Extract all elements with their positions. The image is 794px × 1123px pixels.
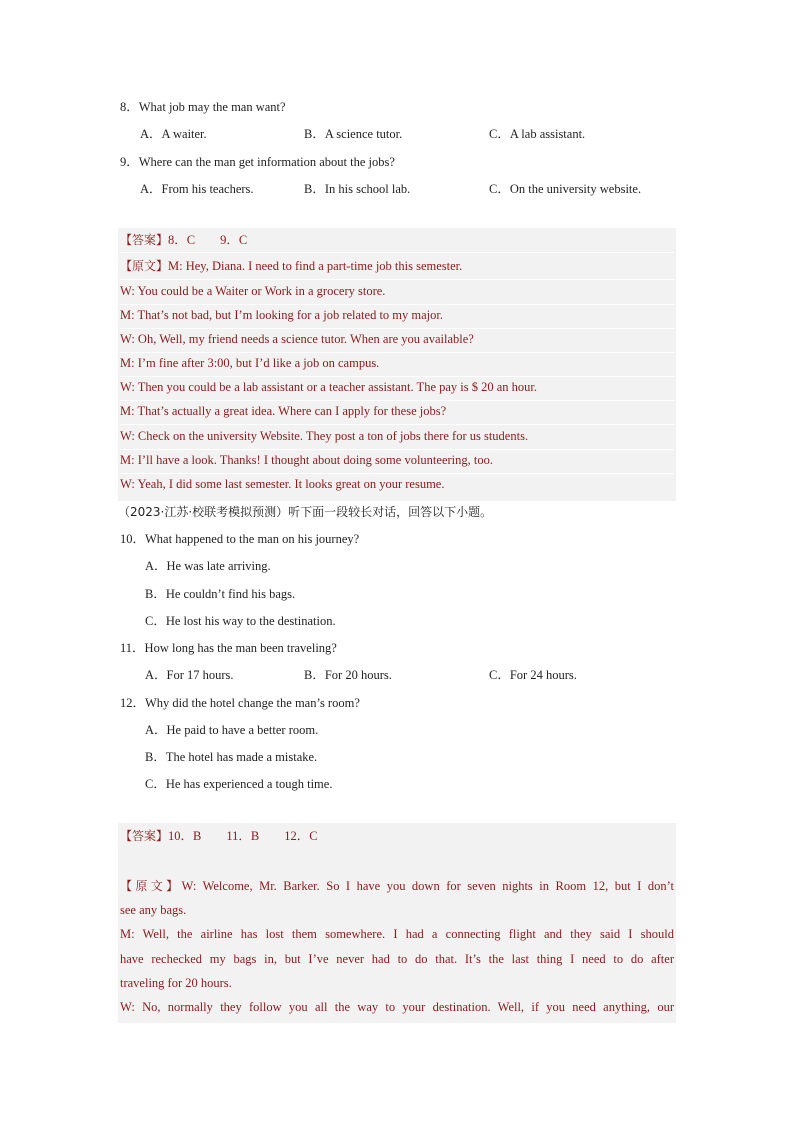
question-10-option-c: C．He lost his way to the destination. (145, 614, 336, 628)
transcript-a-line: M: That’s actually a great idea. Where can I apply for these jobs? (120, 404, 674, 425)
transcript-a-line-text: M: Hey, Diana. I need to find a part-time job this semester. (168, 259, 463, 273)
answer-b-tag: 【答案】 (120, 829, 169, 843)
transcript-b-line: traveling for 20 hours. (120, 976, 232, 990)
question-12-option-a: A．He paid to have a better room. (145, 723, 319, 737)
transcript-a-line: M: That’s not bad, but I’m looking for a job related to my major. (120, 308, 674, 329)
question-12-option-c: C．He has experienced a tough time. (145, 777, 333, 791)
question-9-stem: 9．Where can the man get information about the jobs? (120, 155, 395, 169)
transcript-a-line: W: Check on the university Website. They post a ton of jobs there for us students. (120, 429, 674, 450)
transcript-a-line: M: I’m fine after 3:00, but I’d like a job on campus. (120, 356, 674, 377)
question-11-option-b: B．For 20 hours. (304, 668, 392, 682)
section-intro: （2023·江苏·校联考模拟预测）听下面一段较长对话，回答以下小题。 (118, 505, 493, 519)
transcript-a-line: W: Yeah, I did some last semester. It looks great on your resume. (120, 477, 445, 491)
question-8-option-c: C．A lab assistant. (489, 127, 586, 141)
transcript-a-line: W: Oh, Well, my friend needs a science tutor. When are you available? (120, 332, 674, 353)
question-9-option-c: C．On the university website. (489, 182, 642, 196)
transcript-b-line: W: No, normally they follow you all the way to your destination. Well, if you need anything, our (120, 1000, 674, 1014)
question-11-option-c: C．For 24 hours. (489, 668, 577, 682)
answer-a-tag: 【答案】 (120, 233, 169, 247)
transcript-a-tag: 【原文】 (120, 259, 169, 273)
answer-b (120, 826, 674, 848)
question-8-stem: 8．What job may the man want? (120, 100, 286, 114)
question-11-option-a: A．For 17 hours. (145, 668, 234, 682)
transcript-b-line: see any bags. (120, 903, 187, 917)
question-12-option-b: B．The hotel has made a mistake. (145, 750, 318, 764)
transcript-a-line: W: Then you could be a lab assistant or a teacher assistant. The pay is $ 20 an hour. (120, 380, 674, 401)
transcript-b-line: M: Well, the airline has lost them somewhere. I had a connecting flight and they said I should (120, 927, 674, 941)
question-9-option-a: A．From his teachers. (140, 182, 254, 196)
question-12-stem: 12．Why did the hotel change the man’s room? (120, 696, 360, 710)
question-8-option-b: B．A science tutor. (304, 127, 403, 141)
question-11-stem: 11．How long has the man been traveling? (120, 641, 337, 655)
answer-a-text: 8．C 9．C (168, 233, 248, 247)
transcript-a-line: M: I’ll have a look. Thanks! I thought about doing some volunteering, too. (120, 453, 674, 474)
question-8-option-a: A．A waiter. (140, 127, 207, 141)
question-9-option-b: B．In his school lab. (304, 182, 411, 196)
transcript-a-line (120, 257, 674, 280)
answer-b-text: 10．B 11．B 12．C (168, 829, 318, 843)
question-10-option-a: A．He was late arriving. (145, 559, 271, 573)
question-10-option-b: B．He couldn’t find his bags. (145, 587, 296, 601)
transcript-b-tag: 【原文】 (120, 879, 182, 893)
transcript-b-line: have rechecked my bags in, but I’ve never had to do that. It’s the last thing I need to do after (120, 952, 674, 966)
question-10-stem: 10．What happened to the man on his journey? (120, 532, 360, 546)
answer-a (120, 230, 674, 253)
transcript-a-line: W: You could be a Waiter or Work in a grocery store. (120, 284, 674, 305)
transcript-b-line (120, 877, 674, 897)
transcript-b-line-text: W: Welcome, Mr. Barker. So I have you down for seven nights in Room 12, but I don’t (181, 879, 674, 893)
